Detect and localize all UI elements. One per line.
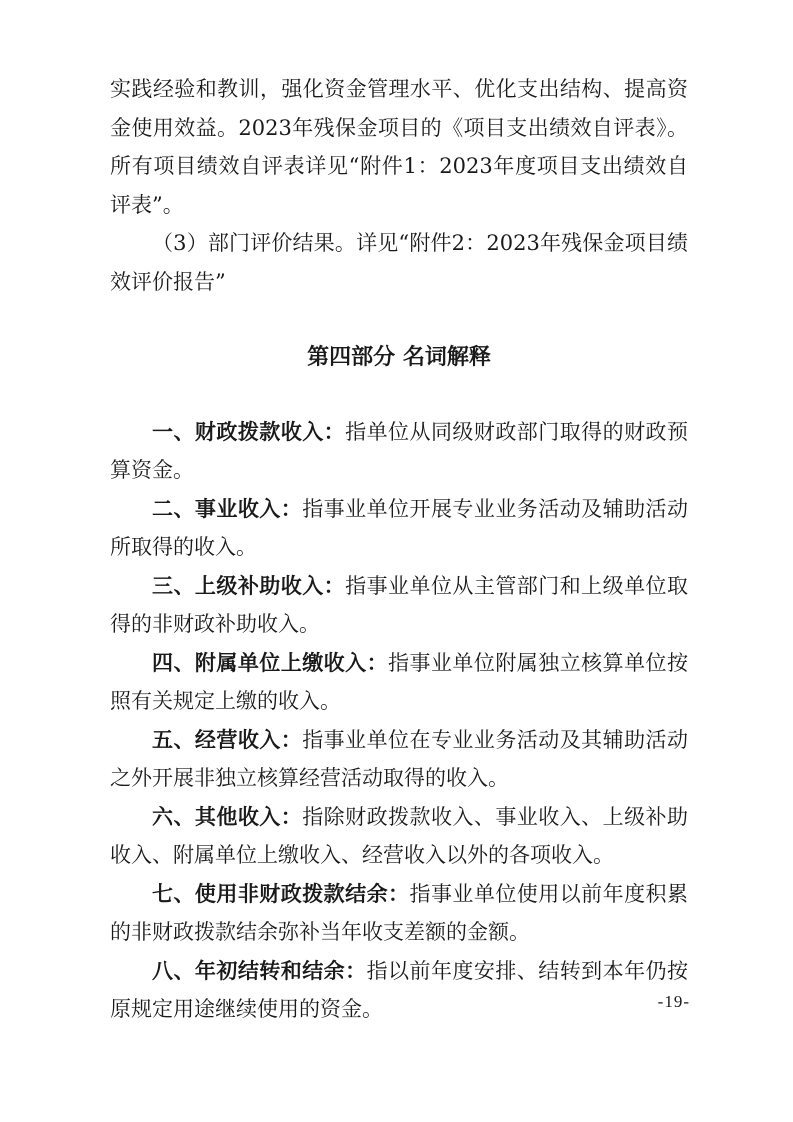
- definition-text: 指事业单位在专业业务活动及其辅助活动之外开展非独立核算经营活动取得的收入。: [110, 727, 689, 790]
- definition-term: 五、经营收入：: [152, 726, 303, 752]
- definition-term: 八、年初结转和结余：: [152, 957, 367, 983]
- definition-text: 指事业单位开展专业业务活动及辅助活动所取得的收入。: [110, 496, 689, 559]
- evaluation-result-paragraph: （3）部门评价结果。详见“附件2：2023年残保金项目绩效评价报告”: [110, 231, 688, 294]
- definition-item: [110, 413, 688, 490]
- definition-text: 指事业单位使用以前年度积累的非财政拨款结余弥补当年收支差额的金额。: [110, 881, 688, 944]
- page-number: -19-: [657, 992, 690, 1011]
- definition-term: 六、其他收入：: [152, 803, 303, 829]
- definition-term: 三、上级补助收入：: [152, 572, 346, 598]
- definition-text: 指事业单位从主管部门和上级单位取得的非财政补助收入。: [110, 573, 688, 636]
- definition-text: 指除财政拨款收入、事业收入、上级补助收入、附属单位上缴收入、经营收入以外的各项收入。: [110, 804, 689, 867]
- definition-text: 指事业单位附属独立核算单位按照有关规定上缴的收入。: [110, 650, 689, 713]
- definition-text: 指以前年度安排、结转到本年仍按原规定用途继续使用的资金。: [110, 958, 689, 1021]
- definition-text: 指单位从同级财政部门取得的财政预算资金。: [110, 419, 688, 482]
- definition-term: 二、事业收入：: [152, 495, 303, 521]
- definition-term: 四、附属单位上缴收入：: [152, 649, 389, 675]
- definition-term: 七、使用非财政拨款结余：: [152, 880, 410, 906]
- definition-item: [110, 490, 688, 567]
- definition-item: [110, 875, 688, 952]
- definition-item: [110, 721, 688, 798]
- section-title: 第四部分 名词解释: [307, 344, 491, 370]
- intro-paragraph: 实践经验和教训，强化资金管理水平、优化支出结构、提高资金使用效益。2023年残保金项目的《项目支出绩效自评表》。所有项目绩效自评表详见“附件1：2023年度项目支出绩效自评表”。: [110, 77, 688, 217]
- definition-item: [110, 567, 688, 644]
- definition-term: 一、财政拨款收入：: [152, 418, 346, 444]
- definition-item: [110, 952, 688, 1029]
- definition-item: [110, 798, 688, 875]
- definition-item: [110, 644, 688, 721]
- document-page: [110, 70, 688, 1029]
